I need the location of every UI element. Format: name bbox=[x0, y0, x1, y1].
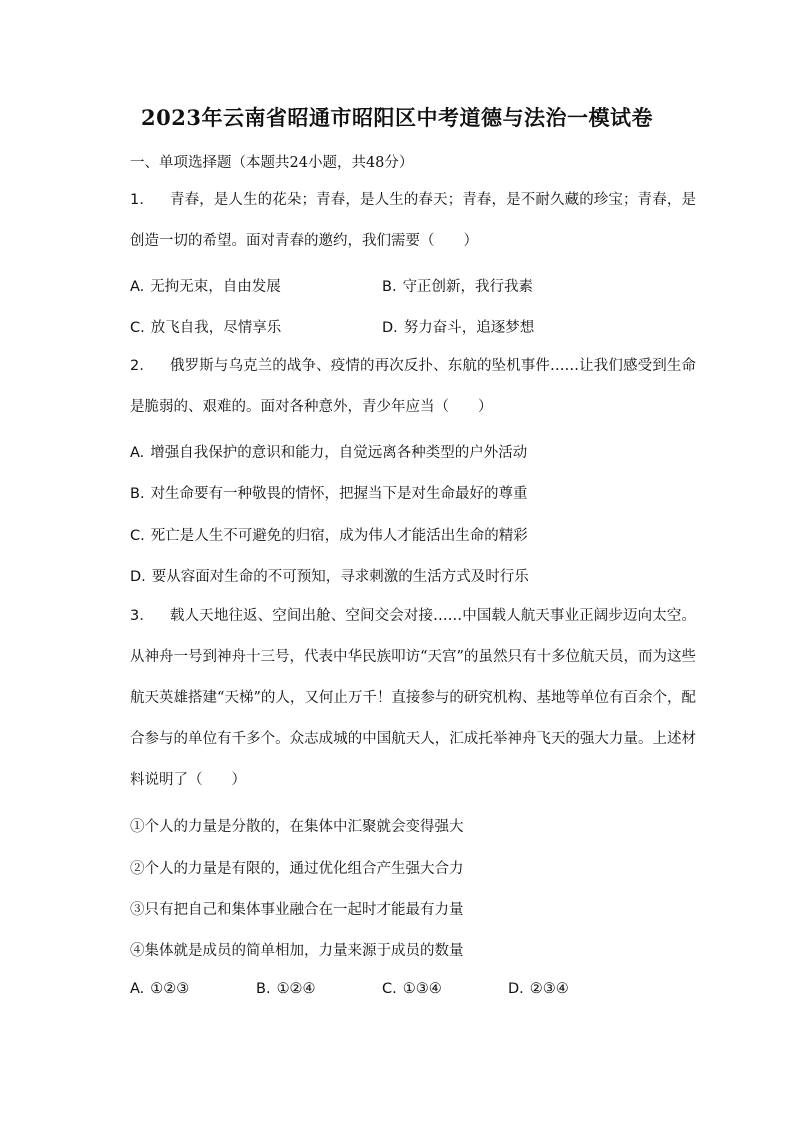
option-label: B. bbox=[382, 279, 397, 295]
option-1c[interactable] bbox=[130, 316, 281, 337]
statement-3: ③只有把自己和集体事业融合在一起时才能最有力量 bbox=[130, 902, 464, 918]
option-label: A. bbox=[130, 445, 145, 461]
option-label: D. bbox=[130, 569, 146, 585]
option-label: C. bbox=[382, 981, 397, 997]
option-text: 死亡是人生不可避免的归宿，成为伟人才能活出生命的精彩 bbox=[150, 528, 528, 544]
question-number: 3． bbox=[130, 608, 154, 624]
section-heading: 一、单项选择题（本题共24小题，共48分） bbox=[130, 155, 414, 171]
option-label: D. bbox=[382, 320, 398, 336]
question-number: 1． bbox=[130, 192, 154, 208]
option-text: 努力奋斗，追逐梦想 bbox=[403, 320, 535, 336]
option-3d[interactable] bbox=[508, 981, 569, 997]
option-1d[interactable] bbox=[382, 316, 534, 337]
option-2d[interactable] bbox=[130, 565, 529, 586]
option-3c[interactable] bbox=[382, 981, 442, 997]
option-label: B. bbox=[130, 486, 145, 502]
option-1b[interactable] bbox=[382, 275, 533, 296]
statement-4: ④集体就是成员的简单相加，力量来源于成员的数量 bbox=[130, 943, 464, 959]
option-text: 增强自我保护的意识和能力，自觉远离各种类型的户外活动 bbox=[150, 445, 528, 461]
option-text: 守正创新，我行我素 bbox=[402, 279, 534, 295]
option-1a[interactable] bbox=[130, 275, 281, 296]
option-text: 放飞自我，尽情享乐 bbox=[150, 320, 282, 336]
option-text: 无拘无束，自由发展 bbox=[150, 279, 281, 295]
question-1 bbox=[130, 180, 696, 262]
option-label: D. bbox=[508, 981, 524, 997]
option-label: A. bbox=[130, 279, 145, 295]
question-text: 俄罗斯与乌克兰的战争、疫情的再次反扑、东航的坠机事件……让我们感受到生命是脆弱的、艰难的。面对各种意外，青少年应当（ ） bbox=[130, 358, 696, 415]
option-text: ①②④ bbox=[276, 981, 316, 997]
question-3 bbox=[130, 596, 696, 801]
exam-title: 2023年云南省昭通市昭阳区中考道德与法治一模试卷 bbox=[141, 105, 653, 130]
option-text: ②③④ bbox=[529, 981, 569, 997]
option-text: 要从容面对生命的不可预知，寻求刺激的生活方式及时行乐 bbox=[151, 569, 529, 585]
option-3b[interactable] bbox=[256, 981, 316, 997]
option-label: C. bbox=[130, 320, 145, 336]
option-text: ①③④ bbox=[402, 981, 442, 997]
option-2a[interactable] bbox=[130, 441, 527, 462]
option-label: C. bbox=[130, 528, 145, 544]
question-text: 载人天地往返、空间出舱、空间交会对接……中国载人航天事业正阔步迈向太空。从神舟一号到神舟十三号，代表中华民族叩访“天宫”的虽然只有十多位航天员，而为这些航天英雄搭建“天梯”的人，又何止万千！直接参与的研究机构、基地等单位有百余个，配合参与的单位有千多个。众志成城的中国航天人，汇成托举神舟飞天的强大力量。上述材料说明了（ ） bbox=[130, 608, 696, 788]
option-label: B. bbox=[256, 981, 271, 997]
question-text: 青春，是人生的花朵；青春，是人生的春天；青春，是不耐久藏的珍宝；青春，是创造一切的希望。面对青春的邀约，我们需要（ ） bbox=[130, 192, 697, 249]
option-text: 对生命要有一种敬畏的情怀，把握当下是对生命最好的尊重 bbox=[150, 486, 528, 502]
question-number: 2． bbox=[130, 358, 154, 374]
option-2b[interactable] bbox=[130, 482, 528, 503]
option-label: A. bbox=[130, 981, 145, 997]
option-2c[interactable] bbox=[130, 524, 528, 545]
question-2 bbox=[130, 346, 696, 428]
option-3a[interactable] bbox=[130, 981, 189, 997]
statement-2: ②个人的力量是有限的，通过优化组合产生强大合力 bbox=[130, 861, 464, 877]
statement-1: ①个人的力量是分散的，在集体中汇聚就会变得强大 bbox=[130, 819, 464, 835]
option-text: ①②③ bbox=[150, 981, 190, 997]
